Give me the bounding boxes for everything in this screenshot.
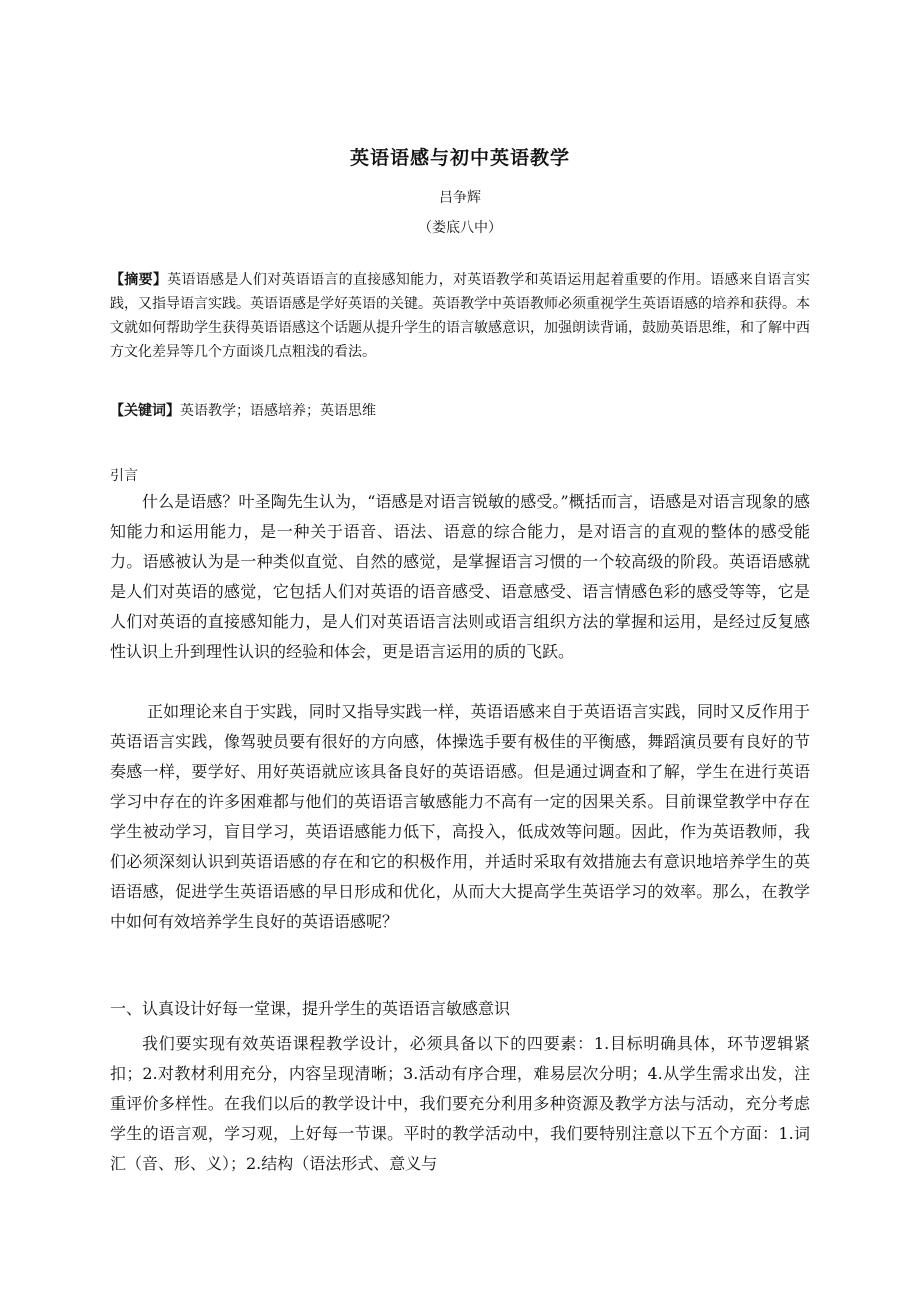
paragraph-2: 正如理论来自于实践，同时又指导实践一样，英语语感来自于英语语言实践，同时又反作用于英语语言实践，像驾驶员要有很好的方向感，体操选手要有极佳的平衡感，舞蹈演员要有良好的节奏感一样，要学好、用好英语就应该具备良好的英语语感。但是通过调查和了解，学生在进行英语学习中存在的许多困难都与他们的英语语言敏感能力不高有一定的因果关系。目前课堂教学中存在学生被动学习，盲目学习，英语语感能力低下，高投入，低成效等问题。因此，作为英语教师，我们必须深刻认识到英语语感的存在和它的积极作用，并适时采取有效措施去有意识地培养学生的英语语感，促进学生英语语感的早日形成和优化，从而大大提高学生英语学习的效率。那么，在教学中如何有效培养学生良好的英语语感呢？ — [110, 702, 810, 931]
intro-heading: 引言 — [110, 468, 138, 484]
author-name: 吕争辉 — [439, 190, 481, 206]
author-affiliation: （娄底八中） — [418, 220, 502, 236]
section-1-heading: 一、认真设计好每一堂课，提升学生的英语语言敏感意识 — [110, 999, 511, 1018]
document-title: 英语语感与初中英语教学 — [349, 147, 570, 169]
keywords-label: 【关键词】 — [110, 403, 180, 419]
keywords-text: 英语教学；语感培养；英语思维 — [180, 403, 376, 419]
keywords — [110, 399, 810, 423]
abstract-label: 【摘要】 — [110, 272, 168, 288]
paragraph-3: 我们要实现有效英语课程教学设计，必须具备以下的四要素：1.目标明确具体，环节逻辑紧扣；2.对教材利用充分，内容呈现清晰；3.活动有序合理，难易层次分明；4.从学生需求出发，注重评价多样性。在我们以后的教学设计中，我们要充分利用多种资源及教学方法与活动，充分考虑学生的语言观，学习观，上好每一节课。平时的教学活动中，我们要特别注意以下五个方面：1.词汇（音、形、义）；2.结构（语法形式、意义与 — [110, 1034, 810, 1173]
abstract-text: 英语语感是人们对英语语言的直接感知能力，对英语教学和英语运用起着重要的作用。语感来自语言实践，又指导语言实践。英语语感是学好英语的关键。英语教学中英语教师必须重视学生英语语感的培养和获得。本文就如何帮助学生获得英语语感这个话题从提升学生的语言敏感意识，加强朗读背诵，鼓励英语思维，和了解中西方文化差异等几个方面谈几点粗浅的看法。 — [110, 272, 811, 360]
abstract — [110, 268, 810, 364]
paragraph-1: 什么是语感？叶圣陶先生认为，“语感是对语言锐敏的感受。”概括而言，语感是对语言现象的感知能力和运用能力，是一种关于语音、语法、语意的综合能力，是对语言的直观的整体的感受能力。语感被认为是一种类似直觉、自然的感觉，是掌握语言习惯的一个较高级的阶段。英语语感就是人们对英语的感觉，它包括人们对英语的语音感受、语意感受、语言情感色彩的感受等等，它是人们对英语的直接感知能力，是人们对英语语言法则或语言组织方法的掌握和运用，是经过反复感性认识上升到理性认识的经验和体会，更是语言运用的质的飞跃。 — [110, 492, 810, 661]
